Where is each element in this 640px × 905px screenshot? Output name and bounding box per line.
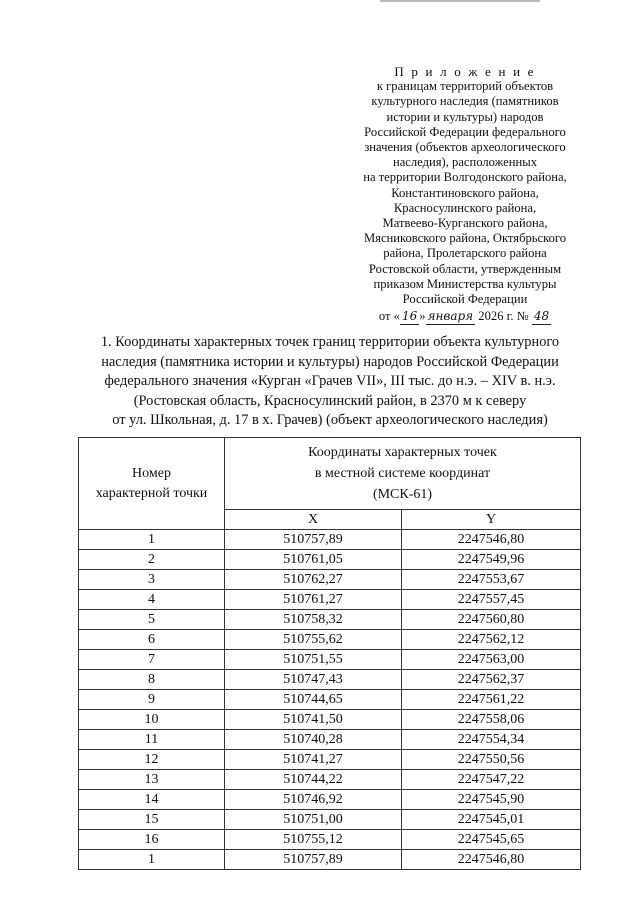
table-row (79, 570, 581, 590)
coordinates-table (78, 437, 581, 870)
table-row (79, 810, 581, 830)
cell-point-number: 6 (79, 630, 225, 650)
cell-y: 2247546,80 (402, 530, 581, 550)
cell-point-number: 10 (79, 710, 225, 730)
table-row (79, 610, 581, 630)
appendix-heading: П р и л о ж е н и е (394, 64, 536, 79)
header-y: Y (402, 510, 581, 530)
appendix-line: Российской Федерации федерального (364, 124, 566, 139)
cell-x: 510746,92 (225, 790, 402, 810)
year-text: 2026 г. № (478, 309, 529, 324)
cell-x: 510755,62 (225, 630, 402, 650)
cell-x: 510751,00 (225, 810, 402, 830)
appendix-line: наследия), расположенных (392, 155, 538, 170)
cell-y: 2247553,67 (402, 570, 581, 590)
appendix-line: Красносулинского района, (393, 200, 537, 215)
cell-point-number: 12 (79, 750, 225, 770)
cell-y: 2247550,56 (402, 750, 581, 770)
cell-point-number: 4 (79, 590, 225, 610)
header-point-number: Номер характерной точки (79, 438, 225, 530)
cell-x: 510761,27 (225, 590, 402, 610)
cell-point-number: 1 (79, 850, 225, 870)
cell-y: 2247557,45 (402, 590, 581, 610)
table-row (79, 590, 581, 610)
appendix-line: приказом Министерства культуры (373, 276, 557, 291)
cell-y: 2247562,12 (402, 630, 581, 650)
intro-line: (Ростовская область, Красносулинский район, в 2370 м к северу (133, 392, 527, 409)
handwritten-month: января (426, 309, 476, 325)
cell-point-number: 11 (79, 730, 225, 750)
cell-y: 2247545,01 (402, 810, 581, 830)
cell-y: 2247545,65 (402, 830, 581, 850)
appendix-line: Мясниковского района, Октябрьского (363, 231, 567, 246)
appendix-block (340, 64, 590, 325)
appendix-line: Ростовской области, утвержденным (368, 261, 562, 276)
cell-x: 510744,65 (225, 690, 402, 710)
cell-point-number: 2 (79, 550, 225, 570)
cell-point-number: 8 (79, 670, 225, 690)
cell-y: 2247558,06 (402, 710, 581, 730)
cell-point-number: 13 (79, 770, 225, 790)
intro-line: наследия (памятника истории и культуры) народов Российской Федерации (101, 353, 559, 370)
cell-x: 510755,12 (225, 830, 402, 850)
cell-x: 510740,28 (225, 730, 402, 750)
header-coordinate-system: Координаты характерных точек в местной системе координат (МСК-61) (225, 438, 581, 510)
appendix-line: культурного наследия (памятников (371, 94, 559, 109)
table-row (79, 690, 581, 710)
appendix-line: Российской Федерации (402, 292, 528, 307)
cell-y: 2247560,80 (402, 610, 581, 630)
section-intro (80, 333, 580, 431)
table-row (79, 630, 581, 650)
cell-x: 510751,55 (225, 650, 402, 670)
table-row (79, 750, 581, 770)
intro-line: федерального значения «Курган «Грачев VII», III тыс. до н.э. – XIV в. н.э. (104, 373, 556, 390)
cell-point-number: 3 (79, 570, 225, 590)
cell-x: 510744,22 (225, 770, 402, 790)
table-row (79, 770, 581, 790)
cell-y: 2247545,90 (402, 790, 581, 810)
cell-x: 510761,05 (225, 550, 402, 570)
handwritten-number: 48 (532, 309, 551, 325)
cell-y: 2247549,96 (402, 550, 581, 570)
table-row (79, 670, 581, 690)
handwritten-day: 16 (400, 309, 419, 325)
cell-x: 510758,32 (225, 610, 402, 630)
table-row (79, 530, 581, 550)
appendix-line: истории и культуры) народов (386, 109, 544, 124)
cell-x: 510741,27 (225, 750, 402, 770)
scan-edge-mark (380, 0, 540, 2)
appendix-line: значения (объектов археологического (364, 140, 566, 155)
table-row (79, 710, 581, 730)
cell-point-number: 15 (79, 810, 225, 830)
cell-point-number: 1 (79, 530, 225, 550)
cell-x: 510762,27 (225, 570, 402, 590)
cell-y: 2247554,34 (402, 730, 581, 750)
cell-point-number: 7 (79, 650, 225, 670)
appendix-line: на территории Волгодонского района, (363, 170, 567, 185)
cell-x: 510741,50 (225, 710, 402, 730)
cell-point-number: 16 (79, 830, 225, 850)
cell-y: 2247563,00 (402, 650, 581, 670)
cell-y: 2247546,80 (402, 850, 581, 870)
cell-y: 2247547,22 (402, 770, 581, 790)
cell-x: 510757,89 (225, 530, 402, 550)
cell-x: 510757,89 (225, 850, 402, 870)
cell-y: 2247561,22 (402, 690, 581, 710)
appendix-line: Константиновского района, (391, 185, 539, 200)
table-row (79, 790, 581, 810)
cell-point-number: 5 (79, 610, 225, 630)
appendix-line: к границам территорий объектов (376, 79, 554, 94)
table-row (79, 850, 581, 870)
cell-y: 2247562,37 (402, 670, 581, 690)
table-row (79, 730, 581, 750)
header-x: X (225, 510, 402, 530)
cell-point-number: 9 (79, 690, 225, 710)
order-date-number: от « 16 » января 2026 г. № 48 (340, 309, 590, 325)
appendix-line: района, Пролетарского района (383, 246, 547, 261)
intro-line: 1. Координаты характерных точек границ территории объекта культурного (100, 334, 560, 350)
table-row (79, 650, 581, 670)
intro-line: от ул. Школьная, д. 17 в х. Грачев) (объект археологического наследия) (112, 412, 548, 429)
table-row (79, 830, 581, 850)
cell-point-number: 14 (79, 790, 225, 810)
table-row (79, 550, 581, 570)
appendix-line: Матвеево-Курганского района, (382, 216, 548, 231)
cell-x: 510747,43 (225, 670, 402, 690)
